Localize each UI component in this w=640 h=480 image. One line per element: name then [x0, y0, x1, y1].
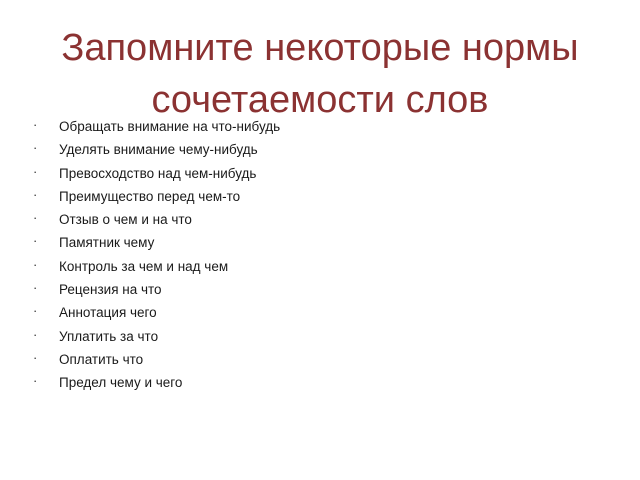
list-item — [30, 138, 280, 161]
list-item — [30, 255, 280, 278]
list-item-text: Рецензия на что — [59, 282, 162, 298]
list-item-text: Оплатить что — [59, 351, 144, 367]
list-item — [30, 301, 280, 324]
list-item — [30, 371, 280, 394]
list-item — [30, 231, 280, 254]
bullet-icon: · — [33, 349, 38, 365]
list-item — [30, 115, 280, 138]
list-item-text: Контроль за чем и над чем — [59, 258, 229, 274]
bullet-icon: · — [33, 210, 38, 226]
bullet-icon: · — [33, 303, 38, 319]
bullet-icon: · — [33, 326, 38, 342]
list-item-text: Отзыв о чем и на что — [59, 212, 192, 228]
list-item-text: Памятник чему — [59, 235, 155, 251]
list-item-text: Уплатить за что — [59, 328, 159, 344]
bullet-icon: · — [33, 163, 38, 179]
list-item-text: Аннотация чего — [59, 305, 157, 321]
title-line-1: Запомните некоторые нормы — [61, 27, 579, 69]
bullet-icon: · — [33, 233, 38, 249]
list-item-text: Предел чему и чего — [59, 375, 183, 391]
bullet-icon: · — [33, 140, 38, 156]
list-item — [30, 162, 280, 185]
list-item — [30, 278, 280, 301]
list-item — [30, 348, 280, 371]
list-item-text: Уделять внимание чему-нибудь — [59, 142, 258, 158]
bullet-icon: · — [33, 186, 38, 202]
bullet-icon: · — [33, 256, 38, 272]
list-item — [30, 325, 280, 348]
list-item-text: Обращать внимание на что-нибудь — [59, 119, 281, 134]
title-line-2: сочетаемости слов — [151, 79, 489, 121]
bullet-icon: · — [33, 280, 38, 296]
bullet-icon: · — [33, 373, 38, 389]
word-combination-list — [30, 115, 280, 395]
list-item — [30, 208, 280, 231]
list-item-text: Преимущество перед чем-то — [59, 188, 241, 204]
slide-title — [20, 22, 620, 126]
list-item — [30, 185, 280, 208]
list-item-text: Превосходство над чем-нибудь — [59, 165, 257, 181]
bullet-icon: · — [33, 117, 38, 132]
